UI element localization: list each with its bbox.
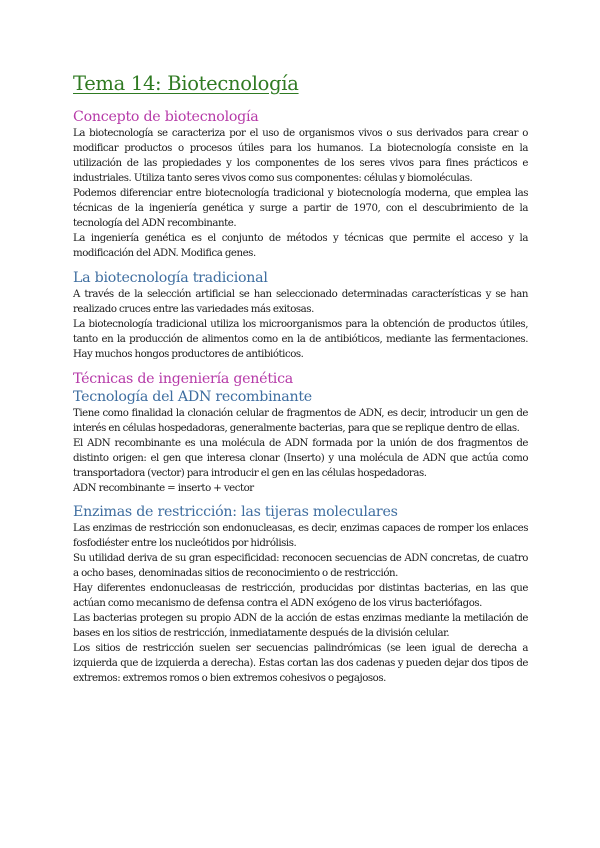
section-heading: La biotecnología tradicional — [73, 270, 268, 286]
paragraph: El ADN recombinante es una molécula de ADN formada por la unión de dos fragmentos de distinto origen: el gen que interesa clonar (Inserto) y una molécula de ADN que actúa como transportadora (vector) para introducir el gen en las células hospedadoras. — [73, 438, 528, 479]
section-tradicional — [73, 269, 528, 362]
paragraph: Tiene como finalidad la clonación celular de fragmentos de ADN, es decir, introducir un gen de interés en células hospedadoras, generalmente bacterias, para que se replique dentro de ellas. — [73, 408, 528, 434]
paragraph: Su utilidad deriva de su gran especificidad: reconocen secuencias de ADN concretas, de cuatro a ocho bases, denominadas sitios de reconocimiento o de restricción. — [73, 553, 528, 579]
section-subheading: Tecnología del ADN recombinante — [73, 389, 312, 405]
paragraph: Hay diferentes endonucleasas de restricción, producidas por distintas bacterias, en las que actúan como mecanismo de defensa contra el ADN exógeno de los virus bacteriófagos. — [73, 583, 528, 609]
section-heading: Enzimas de restricción: las tijeras moleculares — [73, 504, 398, 520]
paragraph: Las enzimas de restricción son endonucleasas, es decir, enzimas capaces de romper los enlaces fosfodiéster entre los nucleótidos por hidrólisis. — [73, 523, 528, 549]
paragraph: Las bacterias protegen su propio ADN de la acción de estas enzimas mediante la metilación de bases en los sitios de restricción, inmediatamente después de la división celular. — [73, 613, 528, 639]
paragraph: La biotecnología tradicional utiliza los microorganismos para la obtención de productos útiles, tanto en la producción de alimentos como en la de antibióticos, mediante las fermentaciones. Hay muchos hongos productores de antibióticos. — [73, 319, 528, 360]
section-heading: Técnicas de ingeniería genética — [73, 371, 293, 387]
formula-line: ADN recombinante = inserto + vector — [73, 483, 254, 494]
section-tecnicas — [73, 370, 528, 496]
paragraph: La biotecnología se caracteriza por el uso de organismos vivos o sus derivados para crear o modificar productos o procesos útiles para los humanos. La biotecnología consiste en la utilización de las propiedades y los componentes de los seres vivos para fines prácticos e industriales. Utiliza tanto seres vivos como sus componentes: células y biomoléculas. — [73, 128, 528, 184]
document-body — [73, 108, 528, 686]
page-title: Tema 14: Biotecnología — [73, 72, 299, 95]
paragraph: Podemos diferenciar entre biotecnología tradicional y biotecnología moderna, que emplea las técnicas de la ingeniería genética y surge a partir de 1970, con el descubrimiento de la tecnología del ADN recombinante. — [73, 188, 528, 229]
section-concepto — [73, 108, 528, 261]
section-heading: Concepto de biotecnología — [73, 109, 259, 125]
paragraph: Los sitios de restricción suelen ser secuencias palindrómicas (se leen igual de derecha a izquierda que de izquierda a derecha). Estas cortan las dos cadenas y pueden dejar dos tipos de extremos: extremos romos o bien extremos cohesivos o pegajosos. — [73, 643, 528, 684]
paragraph: A través de la selección artificial se han seleccionado determinadas características y se han realizado cruces entre las variedades más exitosas. — [73, 289, 528, 315]
paragraph: La ingeniería genética es el conjunto de métodos y técnicas que permite el acceso y la modificación del ADN. Modifica genes. — [73, 233, 528, 259]
section-enzimas — [73, 503, 528, 686]
